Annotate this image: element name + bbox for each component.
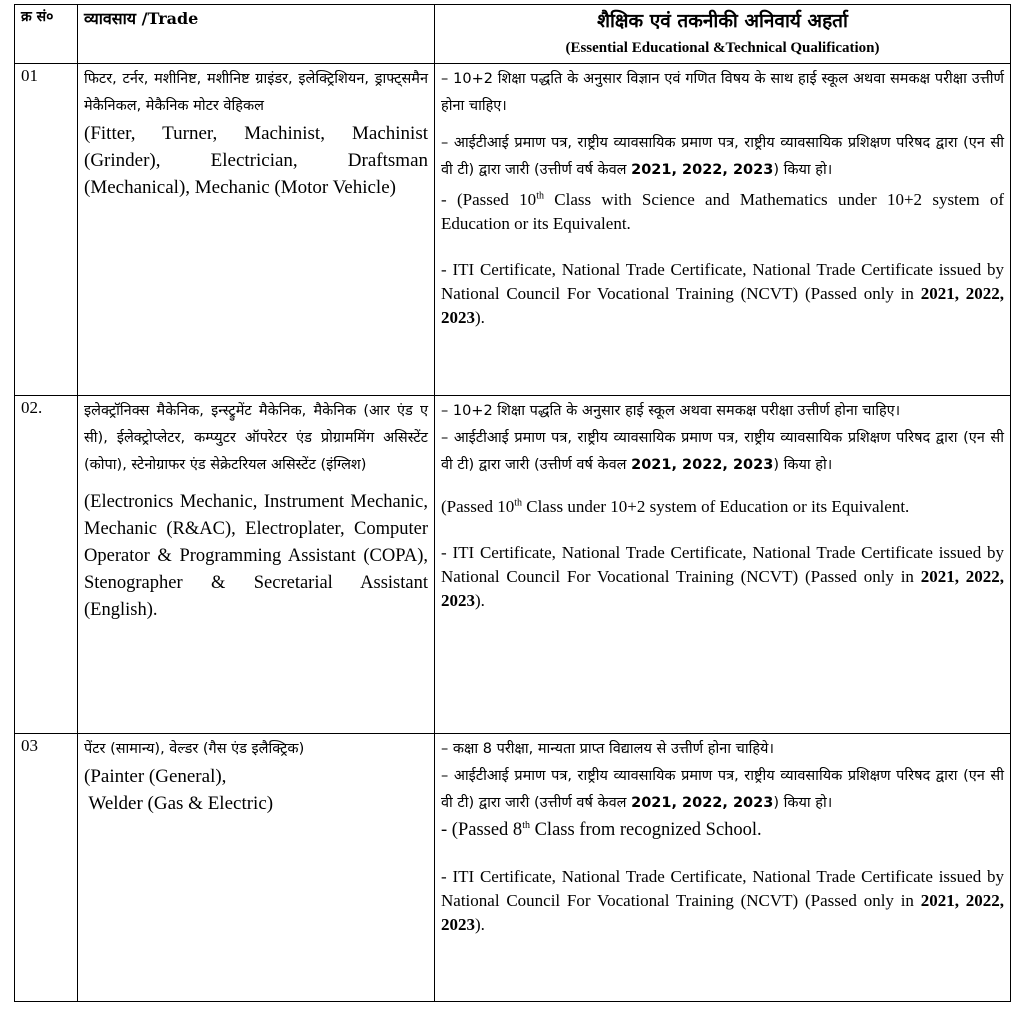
qualification-english-2-text: - ITI Certificate, National Trade Certificate, National Trade Certificate issued by National Council For Vocational Training (NCVT) (Passed only in — [441, 260, 1004, 303]
row-qualification-cell — [435, 64, 1011, 396]
trade-hindi: पेंटर (सामान्य), वेल्डर (गैस एंड इलैक्ट्रिक) — [84, 741, 305, 757]
qualification-english-1-sup: th — [522, 819, 530, 831]
qualification-english-2-years: 2021, 2022, 2023 — [441, 284, 1004, 327]
row-trade-cell — [78, 64, 435, 396]
header-qualification-hindi: शैक्षिक एवं तकनीकी अनिवार्य अहर्ता — [597, 10, 848, 32]
qualification-english-1 — [441, 817, 1004, 843]
qualification-hindi-2-text: – आईटीआई प्रमाण पत्र, राष्ट्रीय व्यावसायिक प्रमाण पत्र, राष्ट्रीय व्यावसायिक प्रशिक्षण परिषद द्वारा (एन सी वी टी) द्वारा जारी (उत्तीर्ण वर्ष केवल — [441, 135, 1004, 178]
qualification-hindi-1: – कक्षा 8 परीक्षा, मान्यता प्राप्त विद्यालय से उत्तीर्ण होना चाहिये। — [441, 741, 774, 757]
qualification-english-1-sup: th — [536, 190, 544, 202]
qualification-hindi-2-end: ) किया हो। — [773, 457, 833, 473]
qualification-english-1-rest: Class under 10+2 system of Education or its Equivalent. — [521, 497, 910, 516]
row-serial-number: 02. — [15, 396, 78, 734]
row-serial-number: 01 — [15, 64, 78, 396]
qualification-table — [14, 4, 1011, 1002]
header-qualification-english: (Essential Educational &Technical Qualification) — [565, 40, 880, 56]
qualification-english-2 — [441, 258, 1004, 330]
table-row — [15, 396, 1011, 734]
row-serial-number: 03 — [15, 734, 78, 1002]
row-trade-cell — [78, 396, 435, 734]
qualification-english-2 — [441, 541, 1004, 613]
header-row — [15, 5, 1011, 64]
qualification-english-1-text: - (Passed 8 — [441, 820, 523, 840]
qualification-english-2-years: 2021, 2022, 2023 — [441, 891, 1004, 934]
qualification-english-2-end: ). — [475, 308, 485, 327]
table-row — [15, 64, 1011, 396]
qualification-english-1-text: - (Passed 10 — [441, 190, 537, 209]
qualification-english-1-text: (Passed 10 — [441, 497, 515, 516]
trade-english: (Fitter, Turner, Machinist, Machinist (Grinder), Electrician, Draftsman (Mechanical), Mechanic (Motor Vehicle) — [84, 123, 428, 198]
qualification-english-2-text: - ITI Certificate, National Trade Certificate, National Trade Certificate issued by National Council For Vocational Training (NCVT) (Passed only in — [441, 867, 1004, 910]
trade-english-1: (Painter (General), — [84, 766, 227, 787]
qualification-english-2-end: ). — [475, 915, 485, 934]
row-qualification-cell — [435, 396, 1011, 734]
row-qualification-cell — [435, 734, 1011, 1002]
qualification-english-2-text: - ITI Certificate, National Trade Certificate, National Trade Certificate issued by National Council For Vocational Training (NCVT) (Passed only in — [441, 543, 1004, 586]
qualification-hindi-2 — [441, 130, 1004, 184]
qualification-english-1 — [441, 495, 1004, 519]
header-trade: व्यावसाय /Trade — [78, 5, 435, 64]
qualification-hindi-1: – 10+2 शिक्षा पद्धति के अनुसार विज्ञान एवं गणित विषय के साथ हाई स्कूल अथवा समकक्ष परीक्षा उत्तीर्ण होना चाहिए। — [441, 71, 1004, 114]
header-serial-number: क्र सं० — [15, 5, 78, 64]
qualification-hindi-2-text: – आईटीआई प्रमाण पत्र, राष्ट्रीय व्यावसायिक प्रमाण पत्र, राष्ट्रीय व्यावसायिक प्रशिक्षण परिषद द्वारा (एन सी वी टी) द्वारा जारी (उत्तीर्ण वर्ष केवल — [441, 768, 1004, 811]
trade-english-2: Welder (Gas & Electric) — [84, 793, 274, 814]
row-trade-cell — [78, 734, 435, 1002]
qualification-hindi-2-text: – आईटीआई प्रमाण पत्र, राष्ट्रीय व्यावसायिक प्रमाण पत्र, राष्ट्रीय व्यावसायिक प्रशिक्षण परिषद द्वारा (एन सी वी टी) द्वारा जारी (उत्तीर्ण वर्ष केवल — [441, 430, 1004, 473]
trade-hindi: फिटर, टर्नर, मशीनिष्ट, मशीनिष्ट ग्राइंडर, इलेक्ट्रिशियन, ड्राफ्ट्समैन मेकैनिकल, मेकैनिक मोटर वेहिकल — [84, 71, 428, 114]
qualification-english-1-rest: Class with Science and Mathematics under 10+2 system of Education or its Equivalent. — [441, 190, 1005, 233]
qualification-hindi-2 — [441, 763, 1004, 817]
qualification-hindi-2-years: 2021, 2022, 2023 — [631, 795, 774, 811]
qualification-hindi-2-years: 2021, 2022, 2023 — [631, 162, 774, 178]
trade-english: (Electronics Mechanic, Instrument Mechanic, Mechanic (R&AC), Electroplater, Computer Operator & Programming Assistant (COPA), Stenographer & Secretarial Assistant (English). — [84, 492, 428, 620]
qualification-hindi-2 — [441, 425, 1004, 479]
qualification-english-2 — [441, 865, 1004, 937]
qualification-english-2-end: ). — [475, 591, 485, 610]
qualification-english-2-years: 2021, 2022, 2023 — [441, 567, 1004, 610]
qualification-hindi-2-years: 2021, 2022, 2023 — [631, 457, 774, 473]
qualification-hindi-2-end: ) किया हो। — [773, 795, 833, 811]
qualification-english-1-rest: Class from recognized School. — [529, 820, 762, 840]
qualification-english-1 — [441, 188, 1004, 236]
trade-hindi: इलेक्ट्रॉनिक्स मैकेनिक, इन्स्ट्रुमेंट मैकेनिक, मैकेनिक (आर एंड ए सी), ईलेक्ट्रोप्लेटर, कम्प्युटर ऑपरेटर एंड प्रोग्राममिंग असिस्टेंट (कोपा), स्टेनोग्राफर एंड सेक्रेटरियल असिस्टेंट (इंग्लिश) — [84, 403, 428, 473]
qualification-hindi-1: – 10+2 शिक्षा पद्धति के अनुसार हाई स्कूल अथवा समकक्ष परीक्षा उत्तीर्ण होना चाहिए। — [441, 403, 901, 419]
header-qualification — [435, 5, 1011, 64]
qualification-hindi-2-end: ) किया हो। — [773, 162, 833, 178]
qualification-english-1-sup: th — [514, 497, 522, 509]
table-row — [15, 734, 1011, 1002]
